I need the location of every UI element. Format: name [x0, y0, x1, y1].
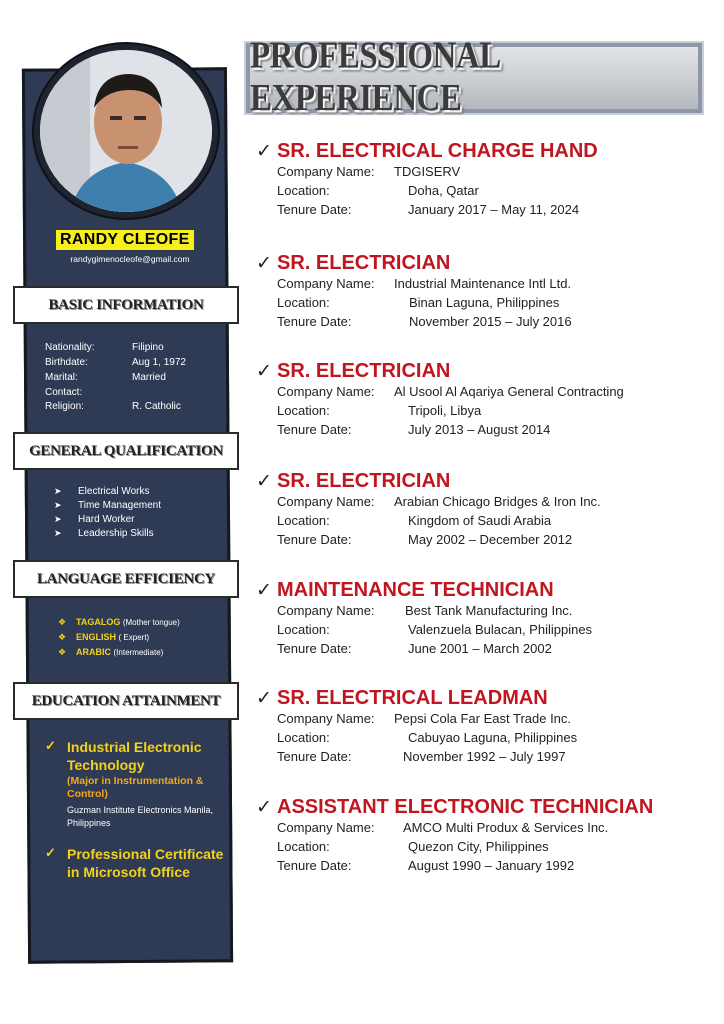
check-icon: ✓: [45, 845, 56, 860]
job-title: ASSISTANT ELECTRONIC TECHNICIAN: [277, 796, 654, 818]
tenure-row: Tenure Date: July 2013 – August 2014: [277, 422, 551, 437]
tenure-value: November 2015 – July 2016: [409, 314, 572, 329]
section-title-qualification: GENERAL QUALIFICATION: [29, 442, 223, 459]
company-name: Industrial Maintenance Intl Ltd.: [394, 276, 572, 291]
job-title-row: [256, 252, 716, 276]
job-entry: [256, 360, 716, 441]
list-item: ➤ Leadership Skills: [54, 528, 154, 539]
company-row: Company Name: AMCO Multi Produx & Services Inc.: [277, 820, 609, 835]
info-row: Marital: Married: [45, 372, 166, 383]
list-item: ➤ Hard Worker: [54, 514, 135, 525]
location-value: Cabuyao Laguna, Philippines: [408, 730, 578, 745]
location-value: Doha, Qatar: [408, 183, 479, 198]
location-row: Location: Cabuyao Laguna, Philippines: [277, 730, 578, 745]
tenure-row: Tenure Date: November 1992 – July 1997: [277, 749, 566, 764]
job-title-row: [256, 579, 716, 603]
profile-email: randygimenocleofe@gmail.com: [70, 254, 190, 264]
job-entry: [256, 687, 716, 768]
list-item: ➤ Time Management: [54, 500, 161, 511]
job-entry: [256, 579, 716, 660]
company-name: TDGISERV: [394, 164, 461, 179]
section-banner-basic: [13, 286, 239, 324]
company-row: Company Name: Arabian Chicago Bridges & Iron Inc.: [277, 494, 601, 509]
info-row: Birthdate: Aug 1, 1972: [45, 357, 186, 368]
section-title-basic: BASIC INFORMATION: [48, 296, 204, 313]
section-banner-qualification: [13, 432, 239, 470]
check-icon: ✓: [256, 361, 272, 382]
tenure-row: Tenure Date: January 2017 – May 11, 2024: [277, 202, 580, 217]
job-title: SR. ELECTRICIAN: [277, 470, 451, 492]
company-row: Company Name: Industrial Maintenance Intl Ltd.: [277, 276, 572, 291]
company-name: Arabian Chicago Bridges & Iron Inc.: [394, 494, 601, 509]
tenure-row: Tenure Date: August 1990 – January 1992: [277, 858, 575, 873]
location-value: Tripoli, Libya: [408, 403, 482, 418]
job-title-row: [256, 140, 716, 164]
section-banner-language: [13, 560, 239, 598]
arrow-bullet-icon: ➤: [54, 486, 62, 496]
company-name: Best Tank Manufacturing Inc.: [405, 603, 573, 618]
diamond-bullet-icon: ❖: [58, 617, 67, 627]
location-row: Location: Kingdom of Saudi Arabia: [277, 513, 552, 528]
tenure-row: Tenure Date: November 2015 – July 2016: [277, 314, 572, 329]
info-row: Nationality: Filipino: [45, 342, 164, 353]
company-row: Company Name: Best Tank Manufacturing Inc.: [277, 603, 573, 618]
check-icon: ✓: [256, 141, 272, 162]
language-list: [58, 617, 180, 662]
company-name: Pepsi Cola Far East Trade Inc.: [394, 711, 572, 726]
tenure-value: August 1990 – January 1992: [408, 858, 575, 873]
job-title: SR. ELECTRICAL LEADMAN: [277, 687, 548, 709]
job-entry: [256, 796, 716, 877]
list-item: ❖ ENGLISH ( Expert): [58, 632, 150, 642]
check-icon: ✓: [256, 797, 272, 818]
company-name: AMCO Multi Produx & Services Inc.: [403, 820, 609, 835]
job-entry: [256, 252, 716, 333]
job-title: MAINTENANCE TECHNICIAN: [277, 579, 554, 601]
location-row: Location: Tripoli, Libya: [277, 403, 482, 418]
qualification-list: [54, 486, 161, 542]
job-entry: [256, 140, 716, 221]
arrow-bullet-icon: ➤: [54, 514, 62, 524]
tenure-value: July 2013 – August 2014: [408, 422, 551, 437]
tenure-row: Tenure Date: May 2002 – December 2012: [277, 532, 573, 547]
company-row: Company Name: Pepsi Cola Far East Trade Inc.: [277, 711, 572, 726]
section-title-language: LANGUAGE EFFICIENCY: [36, 570, 216, 587]
info-row: Contact:: [45, 387, 83, 398]
person-portrait-icon: [40, 50, 212, 212]
experience-header: [246, 35, 702, 120]
location-value: Quezon City, Philippines: [408, 839, 549, 854]
job-title: SR. ELECTRICIAN: [277, 360, 451, 382]
location-row: Location: Doha, Qatar: [277, 183, 479, 198]
job-title-row: [256, 470, 716, 494]
arrow-bullet-icon: ➤: [54, 528, 62, 538]
check-icon: ✓: [45, 738, 56, 753]
tenure-value: May 2002 – December 2012: [408, 532, 573, 547]
tenure-value: November 1992 – July 1997: [403, 749, 566, 764]
check-icon: ✓: [256, 580, 272, 601]
location-value: Binan Laguna, Philippines: [409, 295, 560, 310]
list-item: ❖ ARABIC (Intermediate): [58, 647, 164, 657]
check-icon: ✓: [256, 253, 272, 274]
arrow-bullet-icon: ➤: [54, 500, 62, 510]
company-name: Al Usool Al Aqariya General Contracting: [394, 384, 624, 399]
section-banner-education: [13, 682, 239, 720]
company-row: Company Name: Al Usool Al Aqariya General Contracting: [277, 384, 624, 399]
tenure-value: January 2017 – May 11, 2024: [408, 202, 580, 217]
location-row: Location: Quezon City, Philippines: [277, 839, 549, 854]
info-row: Religion: R. Catholic: [45, 401, 181, 412]
list-item: ➤ Electrical Works: [54, 486, 150, 497]
check-icon: ✓: [256, 688, 272, 709]
diamond-bullet-icon: ❖: [58, 647, 67, 657]
profile-photo: [40, 50, 212, 212]
tenure-value: June 2001 – March 2002: [408, 641, 552, 656]
list-item: ❖ TAGALOG (Mother tongue): [58, 617, 180, 627]
job-title-row: [256, 687, 716, 711]
job-title-row: [256, 796, 716, 820]
company-row: Company Name: TDGISERV: [277, 164, 461, 179]
location-value: Valenzuela Bulacan, Philippines: [408, 622, 593, 637]
section-title-education: EDUCATION ATTAINMENT: [31, 692, 221, 709]
diamond-bullet-icon: ❖: [58, 632, 67, 642]
location-value: Kingdom of Saudi Arabia: [408, 513, 552, 528]
location-row: Location: Binan Laguna, Philippines: [277, 295, 560, 310]
job-title: SR. ELECTRICIAN: [277, 252, 451, 274]
profile-name: RANDY CLEOFE: [56, 230, 194, 250]
job-title: SR. ELECTRICAL CHARGE HAND: [277, 140, 598, 162]
job-entry: [256, 470, 716, 551]
job-title-row: [256, 360, 716, 384]
tenure-row: Tenure Date: June 2001 – March 2002: [277, 641, 552, 656]
check-icon: ✓: [256, 471, 272, 492]
location-row: Location: Valenzuela Bulacan, Philippines: [277, 622, 593, 637]
experience-title: PROFESSIONAL EXPERIENCE: [250, 35, 499, 120]
